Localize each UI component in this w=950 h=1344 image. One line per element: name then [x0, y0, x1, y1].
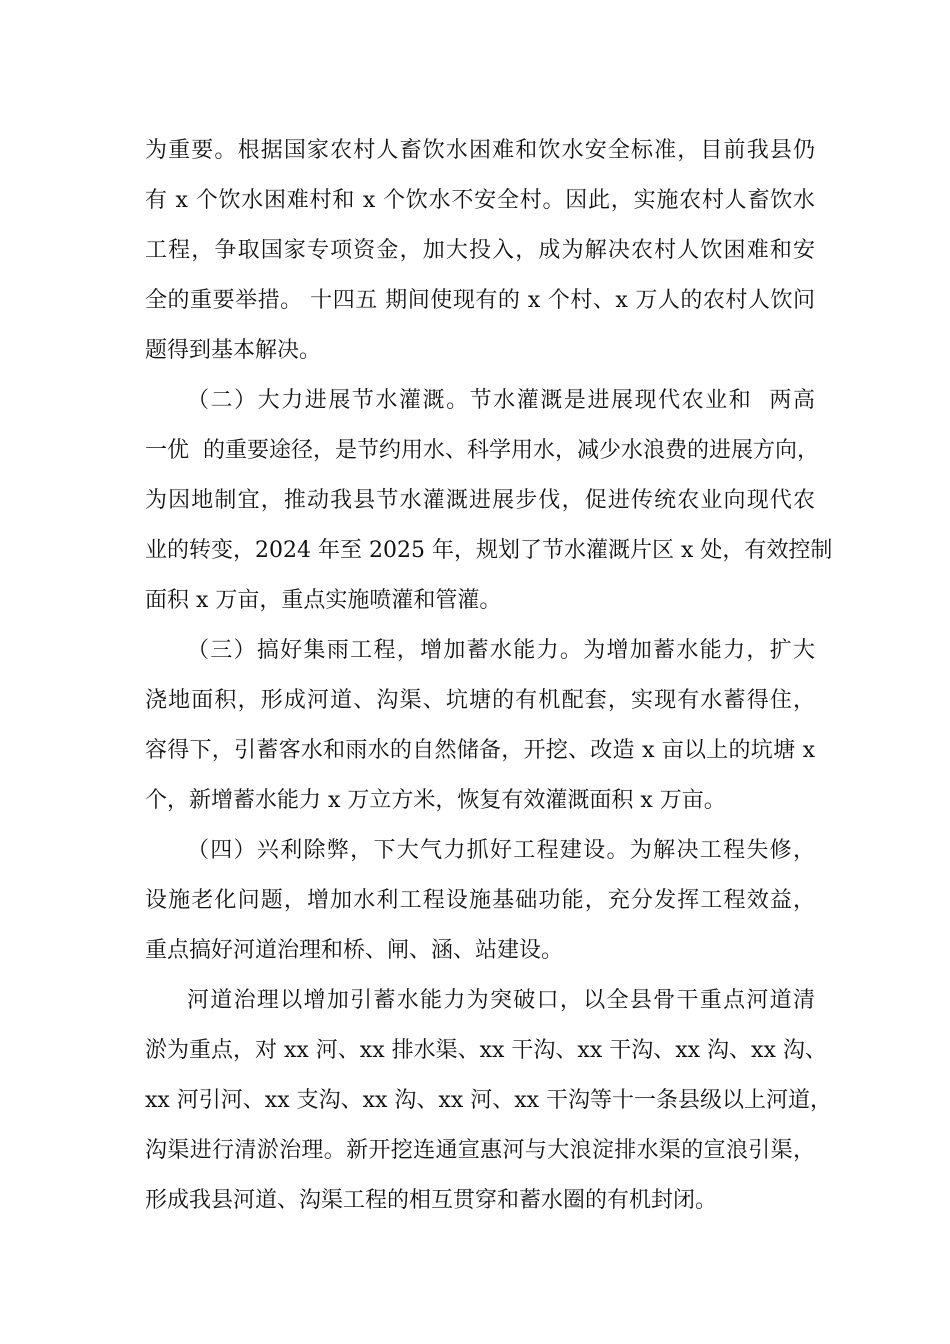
text-line: 容得下，引蓄客水和雨水的自然储备，开挖、改造 x 亩以上的坑塘 x	[145, 738, 815, 763]
text-line: 重点搞好河道治理和桥、闸、涵、站建设。	[145, 938, 564, 963]
text-line: 为重要。根据国家农村人畜饮水困难和饮水安全标准，目前我县仍	[145, 138, 815, 163]
text-line: 个，新增蓄水能力 x 万立方米，恢复有效灌溉面积 x 万亩。	[145, 788, 726, 813]
text-line: 面积 x 万亩，重点实施喷灌和管灌。	[145, 588, 502, 613]
text-line: 全的重要举措。 十四五 期间使现有的 x 个村、x 万人的农村人饮问	[145, 288, 815, 313]
text-line: 设施老化问题，增加水利工程设施基础功能，充分发挥工程效益，	[145, 888, 815, 913]
text-line: 题得到基本解决。	[145, 338, 322, 363]
text-line: xx 河引河、xx 支沟、xx 沟、xx 河、xx 干沟等十一条县级以上河道，	[145, 1088, 833, 1113]
text-line: 业的转变，2024 年至 2025 年，规划了节水灌溉片区 x 处，有效控制	[145, 538, 833, 563]
text-line: （二）大力进展节水灌溉。节水灌溉是进展现代农业和 两高	[187, 388, 815, 413]
text-line: 浇地面积，形成河道、沟渠、坑塘的有机配套，实现有水蓄得住，	[145, 688, 815, 713]
paragraph-river-management	[145, 976, 833, 1226]
text-line: 沟渠进行清淤治理。新开挖连通宣惠河与大浪淀排水渠的宣浪引渠，	[145, 1138, 815, 1163]
text-line: 为因地制宜，推动我县节水灌溉进展步伐，促进传统农业向现代农	[145, 488, 815, 513]
text-line: 形成我县河道、沟渠工程的相互贯穿和蓄水圈的有机封闭。	[145, 1188, 718, 1213]
text-line: （四）兴利除弊，下大气力抓好工程建设。为解决工程失修，	[187, 838, 815, 863]
paragraph-engineering-construction	[145, 826, 815, 976]
text-line: 有 x 个饮水困难村和 x 个饮水不安全村。因此，实施农村人畜饮水	[145, 188, 815, 213]
text-line: 一优 的重要途径，是节约用水、科学用水，减少水浪费的进展方向，	[145, 438, 819, 463]
text-line: 工程，争取国家专项资金，加大投入，成为解决农村人饮困难和安	[145, 238, 815, 263]
paragraph-rain-collection	[145, 626, 815, 826]
paragraph-water-saving-irrigation	[145, 376, 833, 626]
text-line: 河道治理以增加引蓄水能力为突破口，以全县骨干重点河道清	[187, 988, 815, 1013]
paragraph-rural-drinking-water	[145, 126, 815, 376]
text-line: 淤为重点，对 xx 河、xx 排水渠、xx 干沟、xx 干沟、xx 沟、xx 沟、	[145, 1038, 827, 1063]
text-line: （三）搞好集雨工程，增加蓄水能力。为增加蓄水能力，扩大	[187, 638, 815, 663]
